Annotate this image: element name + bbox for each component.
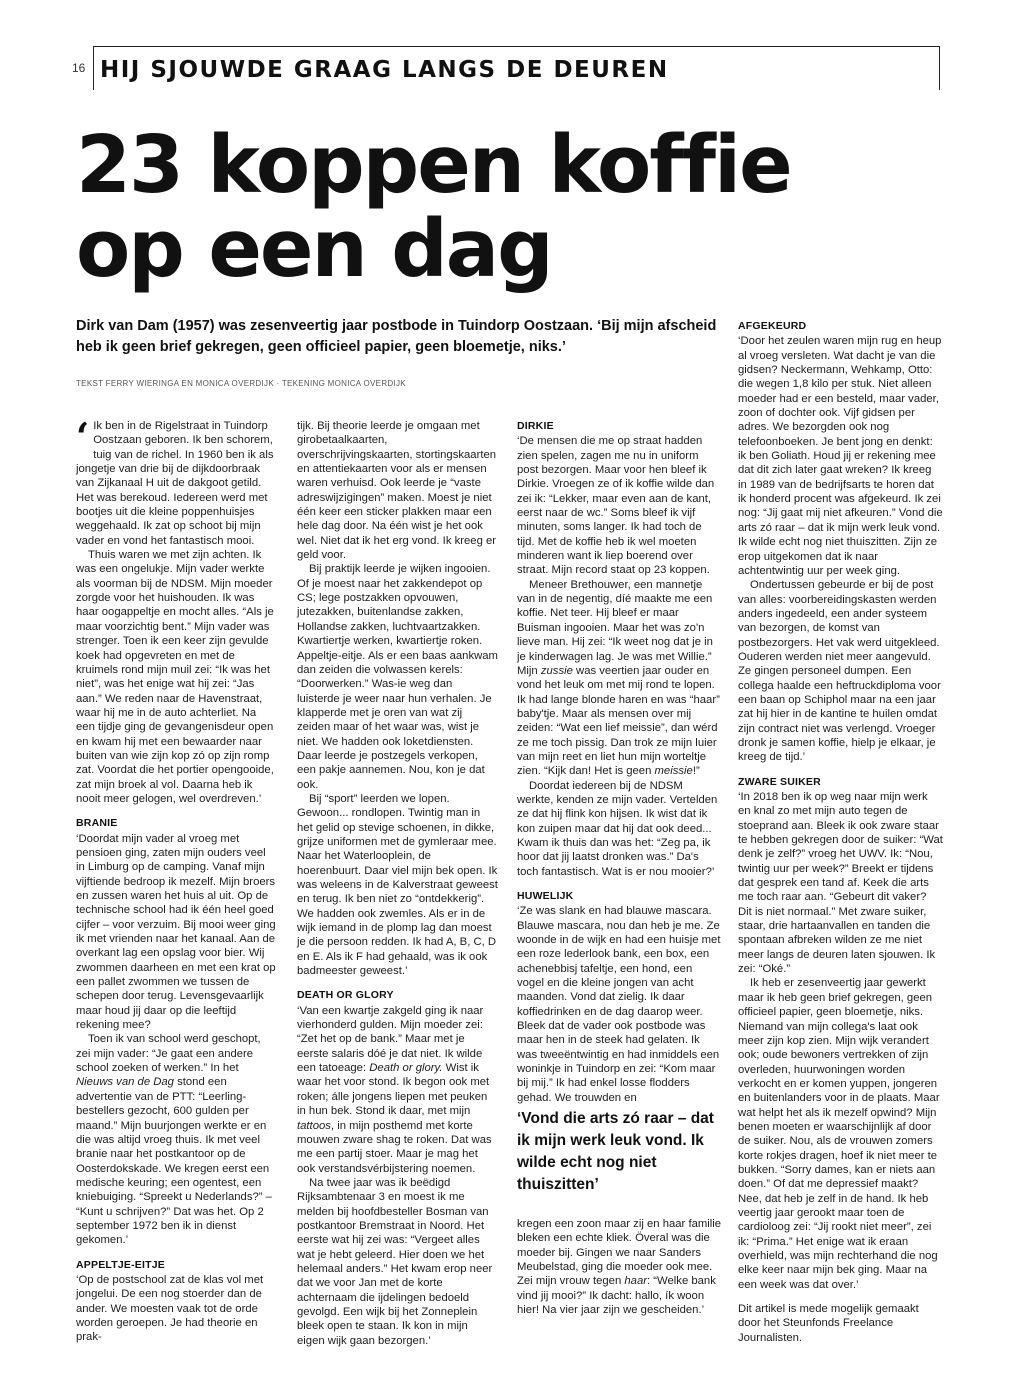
column-3-continued (517, 1217, 722, 1317)
body-paragraph: Bij “sport” leerden we lopen. Gewoon... rondlopen. Twintig man in het gelid op stevige schoenen, in dikke, grijze uniformen met de gymleraar mee. Naar het Waterlooplein, de hoerenbuurt. Daar viel mijn bek open. Ik was weleens in de Kalverstraat geweest en terug. Ik ben niet zo “ontdekkerig”. We hadden ook zwemles. Als er in de wijk iemand in de plomp lag dan moest je die persoon redden. Ik had A, B, C, D en E. Als ik F had gehaald, was ik ook badmeester geweest.’ (297, 792, 498, 978)
body-paragraph: Doordat iedereen bij de NDSM werkte, kenden ze mijn vader. Vertelden ze dat hij flink kon hijsen. Ik wist dat ik kon zuipen maar dat hij dat ook deed... Kwam ik thuis dan was het: “Zeg pa, ik hoor dat jij laatst dronken was.” Da's toch fantastisch. Wat is er nou mooier?’ (517, 779, 718, 878)
column-4 (738, 319, 943, 1345)
title-line-2: op een dag (76, 203, 552, 295)
body-paragraph: ‘Doordat mijn vader al vroeg met pensioen ging, zaten mijn ouders veel in Limburg op de camping. Vanaf mijn vijftiende bedroop ik mezelf. Mijn broers en zussen waren het huis al uit. Op de technische school had ik één heel goed cijfer – voor verzuim. Bij mooi weer ging ik met vrienden naar het kanaal. Aan de overkant lag een opslag voor bier. Wij zwommen daarheen en met een krat op een pallet zwommen we tussen de schepen door terug. Levensgevaarlijk maar houd jij daar op die leeftijd rekening mee? (76, 832, 276, 1032)
body-paragraph: Bij praktijk leerde je wijken ingooien. Of je moest naar het zakkendepot op CS; lege postzakken opvouwen, jutezakken, buitenlandse zakken, Hollandse zakken, luchtvaartzakken. Kwartiertje werken, kwartiertje roken. Appeltje-eitje. Als er een baas aankwam dan zeiden die volwassen kerels: “Doorwerken.” Was-ie weg dan luisterde je weer naar hun verhalen. Je klapperde met je oren van wat zij zeiden maar of het waar was, wist je niet. We hadden ook loketdiensten. Daar leerde je postzegels verkopen, een pakje aannemen. Nou, kon je dat ook. (297, 563, 498, 791)
body-paragraph: ‘ Ik ben in de Rigelstraat in Tuindorp Oostzaan geboren. Ik ben schorem, tuig van de richel. In 1960 ben ik als jongetje van drie bij de dijkdoorbraak van Zijkanaal H uit de dakgoot getild. Het was berekoud. Iedereen werd met bootjes uit die kleine poppenhuisjes weggehaald. Ik zat op schoot bij mijn vader en vond het fantastisch mooi. (76, 414, 274, 547)
article-credits: TEKST FERRY WIERINGA EN MONICA OVERDIJK · TEKENING MONICA OVERDIJK (76, 379, 406, 388)
body-paragraph: ‘In 2018 ben ik op weg naar mijn werk en knal zo met mijn auto tegen de stoeprand aan. Bleek ik ook zware staar te hebben gekregen door de suiker: “Wat denk je zelf?” vroeg het UWV. Ik: “Nou, twintig uur per week?” Breekt er tijdens dat gesprek een tand af. Keek die arts me toch raar aan. “Gebeurt dit vaker? Dit is niet normaal.” Met zware suiker, staar, drie hartaanvallen en tanden die spontaan afbreken wilden ze me niet meer langs de deuren laten sjouwen. Ik zei: “Oké.” (738, 791, 943, 976)
body-paragraph: Toen ik van school werd geschopt, zei mijn vader: “Je gaat een andere school zoeken of werken.” In het Nieuws van de Dag stond een advertentie van de PTT: “Leerling-bestellers gezocht, 600 gulden per maand.” Mijn buurjongen werkte er en die was altijd vroeg thuis. Ik met veel branie naar het postkantoor op de Oosterdokskade. We kregen eerst een medische keuring; een ogentest, een kniebuiging. “Spreekt u Nederlands?” – “Kunt u schrijven?” Dat was het. Op 2 september 1972 ben ik in dienst gekomen.’ (76, 1033, 272, 1247)
page-number: 16 (72, 61, 86, 75)
body-paragraph: ‘Op de postschool zat de klas vol met jongelui. De een nog stoerder dan de ander. We moesten vaak tot de orde worden geroepen. Je had theorie en prak- (76, 1273, 264, 1344)
subheading-zware-suiker: ZWARE SUIKER (738, 775, 821, 788)
body-paragraph: ‘Door het zeulen waren mijn rug en heup al vroeg versleten. Wat dacht je van die gidsen? Neckermann, Wehkamp, Otto: die wegen 1,8 kilo per stuk. Niet alleen moeder had er een besteld, maar vader, zoon of dochter ook. Vijf gidsen per adres. We bezorgden ook nog telefoonboeken. Je bent jong en denkt: ik ben Goliath. Houd jij er rekening mee dat dit zich later gaat wreken? Ik kreeg in 1989 van de bedrijfsarts te horen dat ik honderd procent was afgekeurd. Ik zei nog: “Jij gaat mij niet afkeuren.” Vond die arts zó raar – dat ik mijn werk leuk vond. Ik wilde echt nog niet thuiszitten. Zijn ze erop uitgekomen dat ik naar achtentwintig uur per week ging. (738, 335, 943, 577)
subheading-branie: BRANIE (76, 817, 118, 830)
body-paragraph: kregen een zoon maar zij en haar familie bleken een echte kliek. Överal was die moeder bij. Gingen we naar Sanders Meubelstad, ging die moeder ook mee. Zei mijn vrouw tegen haar: “Welke bank vind jij mooi?” Ik dacht: hallo, ík woon hier! Na vier jaar zijn we gescheiden.’ (517, 1218, 722, 1317)
funding-note: Dit artikel is mede mogelijk gemaakt door het Steunfonds Freelance Journalisten. (738, 1303, 919, 1344)
subheading-huwelijk: HUWELIJK (517, 890, 574, 902)
body-paragraph: Meneer Brethouwer, een mannetje van in de negentig, díé maakte me een koffie. Net teer. Hij bleef er maar Buisman ingooien. Maar het was zo'n lieve man. Hij zei: “Ik weet nog dat je in je kinderwagen lag. Je was met Willie.” Mijn zussie was veertien jaar ouder en vond het leuk om met mij rond te lopen. Ik had lange blonde haren en was “haar” baby'tje. Maar als mensen over mij zeiden: “Wat een lief meissie”, dan wérd ze me toch pissig. Dan trok ze mijn luier van mijn reet en liet hun mijn worteltje zien. “Kijk dan! Het is geen meissie!” (517, 578, 720, 778)
subheading-death-or-glory: DEATH OR GLORY (297, 989, 394, 1002)
body-paragraph: Thuis waren we met zijn achten. Ik was een ongelukje. Mijn vader werkte als voorman bij de NDSM. Mijn moeder zorgde voor het huishouden. Ik was haar oogappeltje en mocht alles. “Als je maar voorzichtig bent.” Mijn vader was strenger. Toen ik een keer zijn gevulde koek had opgevreten en met de kruimels rond mijn muil zei: “Ik was het niet”, was het enige wat hij zei: “Jas aan.” We reden naar de Havenstraat, waar hij me in de auto achterliet. Na een tijdje ging de gevangenisdeur open en kwam hij met een bewaarder naar buiten van wie zijn kop zó op zijn romp zat. Voordat die het portier opengooide, zat mijn broek al vol. Daarna heb ik nooit meer gelogen, wel overdreven.’ (76, 549, 274, 805)
subheading-dirkie: DIRKIE (517, 420, 554, 432)
column-1 (76, 414, 277, 1345)
article-title (76, 119, 791, 295)
subheading-afgekeurd: AFGEKEURD (738, 320, 807, 332)
body-paragraph: Ondertussen gebeurde er bij de post van alles: voorbereidingskasten werden anders ingedeeld, een ander systeem van bezorgen, de komst van postbezorgers. Het vak werd uitgekleed. Ouderen werden niet meer aangevuld. Ze gingen personeel dumpen. Een collega haalde een heftruckdiploma voor een baan op Schiphol maar na een jaar zat hij hier in de kantine te huilen omdat zijn contract niet was verlengd. Vroeger dronk je samen koffie, hielp je elkaar, je kreeg de tijd.’ (738, 579, 941, 764)
section-kicker: HIJ SJOUWDE GRAAG LANGS DE DEUREN (100, 57, 669, 83)
body-paragraph: ‘De mensen die me op straat hadden zien spelen, zagen me nu in uniform post bezorgen. Maar voor hen bleef ik Dirkie. Vroegen ze of ik koffie wilde dan zei ik: “Lekker, maar even aan de kant, eerst naar de wc.” Soms bleef ik vijf minuten, soms langer. Ik had toch de tijd. Met de koffie heb ik wel moeten minderen want ik liep boerend over straat. Mijn record staat op 23 koppen. (517, 435, 715, 577)
subheading-appeltje-eitje: APPELTJE-EITJE (76, 1258, 165, 1271)
body-paragraph: ‘Ze was slank en had blauwe mascara. Blauwe mascara, nou dan heb je me. Ze woonde in de wijk en had een huisje met een roze lederlook bank, een box, een achenebbisj tafeltje, een hond, een vogel en die kleine jongen van acht maanden. Vond dat zielig. Ik daar koffiedrinken en de dag daarop weer. Bleek dat de vader ook postbode was maar hen in de steek had gelaten. Ik was tweeëntwintig en had inmiddels een woninkje in Tuindorp en zei: “Kom maar bij mij.” Ik had enkel losse flodders gehad. We trouwden en (517, 905, 721, 1104)
body-paragraph: ‘Van een kwartje zakgeld ging ik naar vierhonderd gulden. Mijn moeder zei: “Zet het op de bank.” Maar met je eerste salaris dóé je dat niet. Ik wilde een tatoeage: Death or glory. Wist ik waar het voor stond. Ik begon ook met roken; álle jongens liepen met peuken in hun bek. Stond ik daar, met mijn tattoos, in mijn posthemd met korte mouwen zware shag te roken. Dat was me een partij stoer. Maar je mag het ook verstandsvérbijstering noemen. (297, 1004, 492, 1175)
title-line-1: 23 koppen koffie (76, 119, 791, 211)
body-paragraph: Na twee jaar was ik beëdigd Rijksambtenaar 3 en moest ik me melden bij hoofdbesteller Bosman van postkantoor Bremstraat in Noord. Het eerste wat hij zei was: “Vergeet alles wat je hebt geleerd. Hier doen we het helemaal anders.” Het kwam erop neer dat we voor Jan met de korte achternaam die ijdelingen bedoeld gevolgd. Een wijk bij het Zonneplein bleek open te staan. Ik kon in mijn eigen wijk gaan bezorgen.’ (297, 1176, 493, 1347)
article-intro: Dirk van Dam (1957) was zesenveertig jaar postbode in Tuindorp Oostzaan. ‘Bij mijn afscheid heb ik geen brief gekregen, geen officieel papier, geen bloemetje, niks.’ (76, 318, 717, 355)
pull-quote: ‘Vond die arts zó raar – dat ik mijn werk leuk vond. Ik wilde echt nog niet thuiszitten’ (517, 1110, 714, 1193)
drop-quote-mark: ‘ (76, 414, 90, 459)
body-paragraph: tijk. Bij theorie leerde je omgaan met girobetaalkaarten, overschrijvingskaarten, stortingskaarten en attentiekaarten voor als er mensen waren verhuisd. Ook leerde je “vaste adreswijzigingen” maken. Moest je niet één keer een sticker plakken maar een hele dag door. Na één wist je het ook wel. Niet dat ik het erg vond. Ik kreeg er geld voor. (297, 420, 497, 562)
body-paragraph: Ik heb er zesenveertig jaar gewerkt maar ik heb geen brief gekregen, geen officieel papier, geen bloemetje, niks. Niemand van mijn collega's laat ook meer zijn kop zien. Mijn wijk verandert ook; oude bewoners vertrekken of zijn overleden, huurwoningen worden verkocht en er komen yuppen, jongeren en buitenlanders voor in de plaats. Maar wat helpt het als ik mezelf opwind? Mijn benen moeten er waarschijnlijk af door de suiker. Nou, als de vrouwen zomers korte rokjes dragen, hoef ik niet meer te bukken. “Sorry dames, kan er niets aan doen.” Of dat me depressief maakt? Nee, dat heb je zelf in de hand. Ik heb veertig jaar gerookt maar toen de cardioloog zei: “Jij rookt niet meer”, zei ik: “Prima.” Het enige wat ik eraan overhield, was mijn rechterhand die nog elke keer naar mijn bek ging. Maar na een week was dat over.’ (738, 977, 940, 1291)
column-3 (517, 419, 722, 1105)
column-2 (297, 419, 498, 1348)
